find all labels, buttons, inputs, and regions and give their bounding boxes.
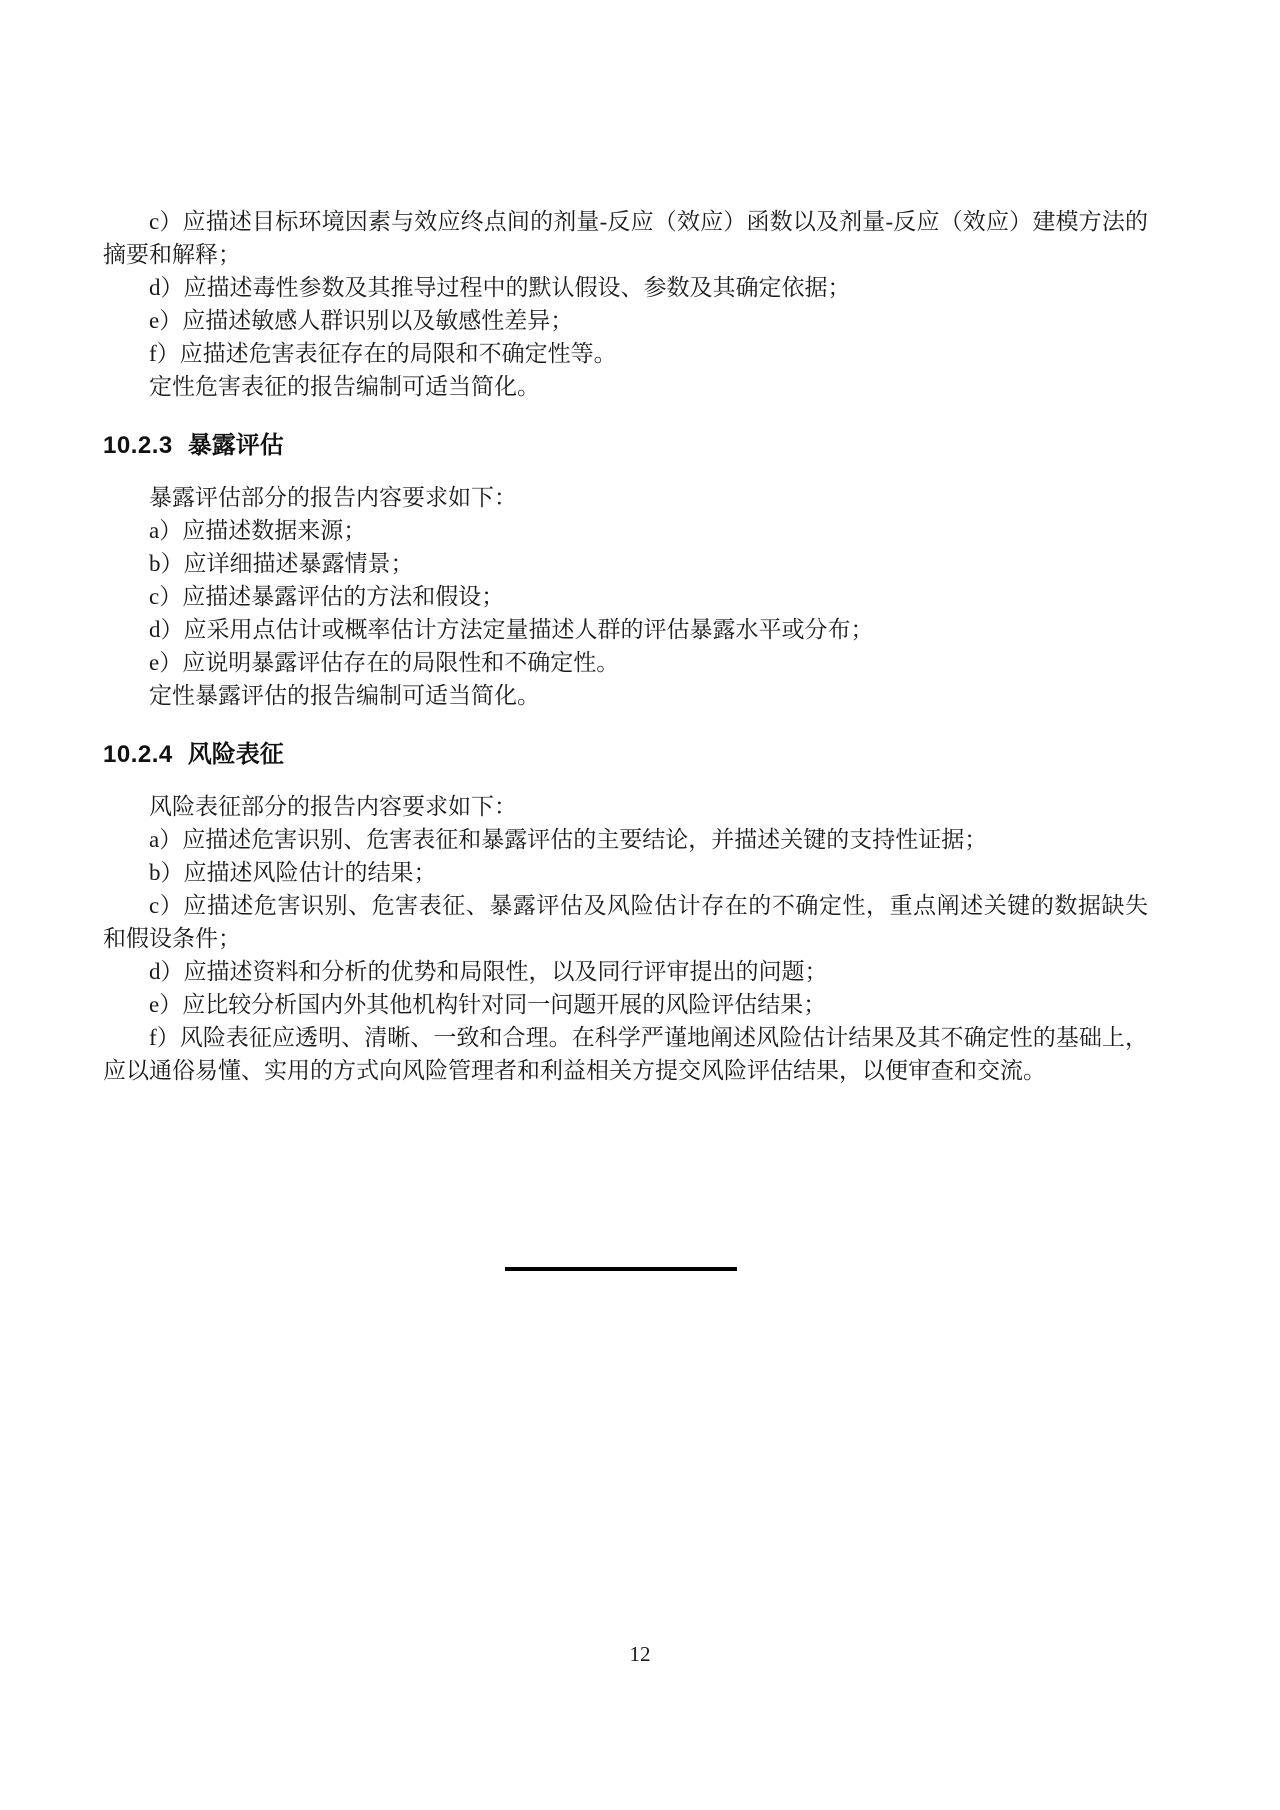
page-number: 12 xyxy=(629,1642,651,1666)
section-title: 风险表征 xyxy=(187,741,284,768)
list-item-d: d）应采用点估计或概率估计方法定量描述人群的评估暴露水平或分布； xyxy=(149,617,874,642)
list-item-f: f）风险表征应透明、清晰、一致和合理。在科学严谨地阐述风险估计结果及其不确定性的基础上，应以通俗易懂、实用的方式向风险管理者和利益相关方提交风险评估结果，以便审查和交流。 xyxy=(103,1025,1148,1083)
list-item-c: c）应描述暴露评估的方法和假设； xyxy=(149,584,505,609)
list-item-c: c）应描述危害识别、危害表征、暴露评估及风险估计存在的不确定性，重点阐述关键的数据缺失和假设条件； xyxy=(103,893,1148,951)
list-item-d: d）应描述毒性参数及其推导过程中的默认假设、参数及其确定依据； xyxy=(149,275,851,300)
list-item-e: e）应比较分析国内外其他机构针对同一问题开展的风险评估结果； xyxy=(149,992,827,1017)
simplification-note: 定性危害表征的报告编制可适当简化。 xyxy=(149,374,540,399)
list-item-b: b）应描述风险估计的结果； xyxy=(149,860,437,885)
list-item-e: e）应说明暴露评估存在的局限性和不确定性。 xyxy=(149,650,620,675)
document-body xyxy=(103,205,1148,1087)
exposure-assessment-list xyxy=(103,481,1148,712)
section-heading-10-2-4 xyxy=(103,738,1148,771)
list-item-f: f）应描述危害表征存在的局限和不确定性等。 xyxy=(149,341,617,366)
list-item-a: a）应描述数据来源； xyxy=(149,518,367,543)
list-item-a: a）应描述危害识别、危害表征和暴露评估的主要结论，并描述关键的支持性证据； xyxy=(149,827,988,852)
hazard-characterization-list xyxy=(103,205,1148,403)
list-item-e: e）应描述敏感人群识别以及敏感性差异； xyxy=(149,308,574,333)
simplification-note: 定性暴露评估的报告编制可适当简化。 xyxy=(149,683,540,708)
end-of-text-rule xyxy=(505,1267,737,1271)
section-intro: 暴露评估部分的报告内容要求如下： xyxy=(149,485,517,510)
section-number: 10.2.4 xyxy=(103,741,173,768)
list-item-c: c）应描述目标环境因素与效应终点间的剂量-反应（效应）函数以及剂量-反应（效应）建模方法的摘要和解释； xyxy=(103,209,1148,267)
list-item-d: d）应描述资料和分析的优势和局限性，以及同行评审提出的问题； xyxy=(149,959,828,984)
section-number: 10.2.3 xyxy=(103,432,173,459)
list-item-b: b）应详细描述暴露情景； xyxy=(149,551,414,576)
section-heading-10-2-3 xyxy=(103,429,1148,462)
section-title: 暴露评估 xyxy=(187,432,284,459)
risk-characterization-list xyxy=(103,790,1148,1087)
section-intro: 风险表征部分的报告内容要求如下： xyxy=(149,794,517,819)
